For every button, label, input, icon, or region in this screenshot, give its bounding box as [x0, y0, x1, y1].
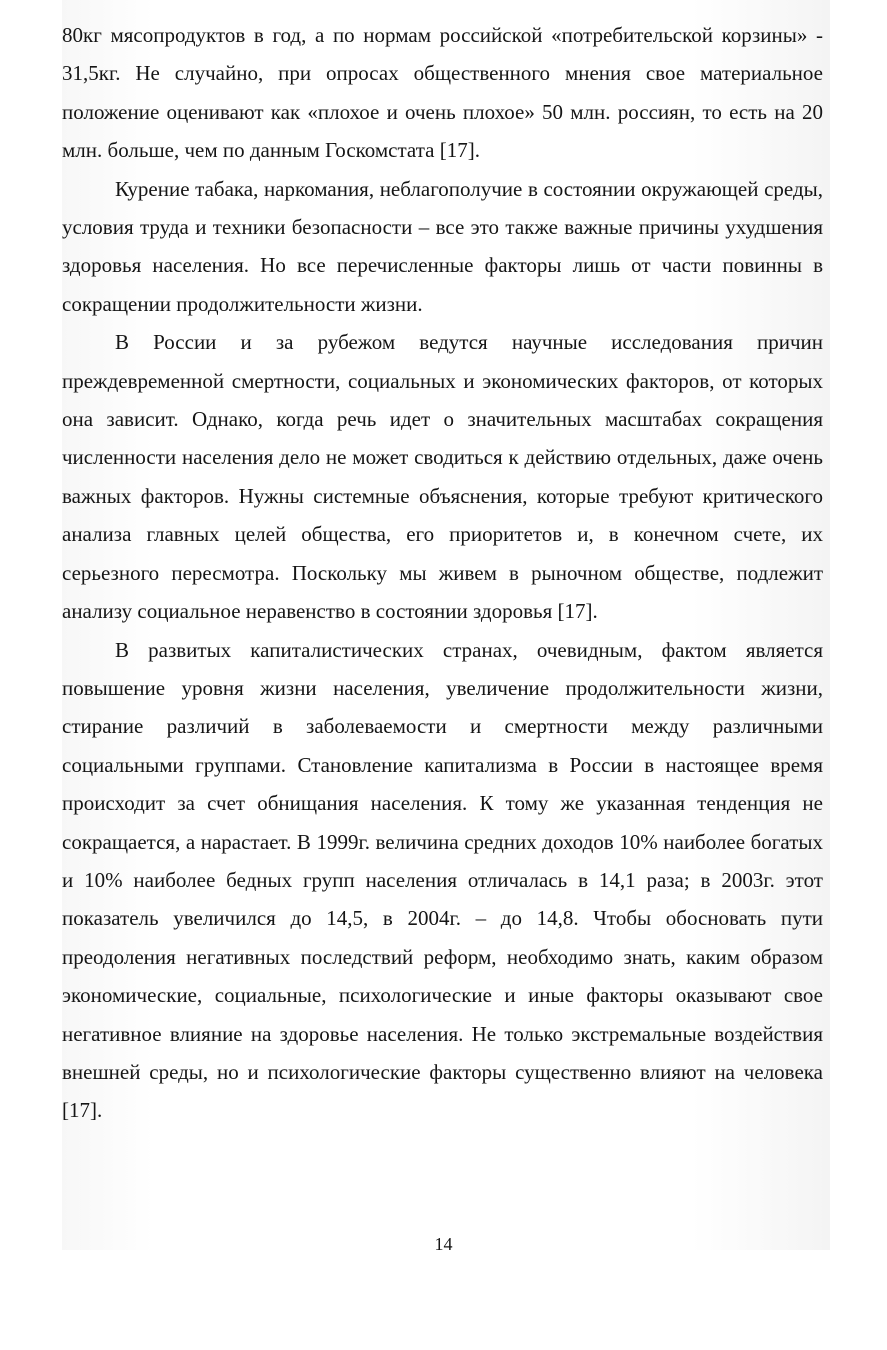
- paragraph-4: В развитых капиталистических странах, очевидным, фактом является повышение уровня жизни населения, увеличение продолжительности жизни, стирание различий в заболеваемости и смертности между различными социальными группами. Становление капитализма в России в настоящее время происходит за счет обнищания населения. К тому же указанная тенденция не сокращается, а нарастает. В 1999г. величина средних доходов 10% наиболее богатых и 10% наиболее бедных групп населения отличалась в 14,1 раза; в 2003г. этот показатель увеличился до 14,5, в 2004г. – до 14,8. Чтобы обосновать пути преодоления негативных последствий реформ, необходимо знать, каким образом экономические, социальные, психологические и иные факторы оказывают свое негативное влияние на здоровье населения. Не только экстремальные воздействия внешней среды, но и психологические факторы существенно влияют на человека [17].: [62, 637, 823, 1123]
- paragraph-2: Курение табака, наркомания, неблагополучие в состоянии окружающей среды, условия труда и техники безопасности – все это также важные причины ухудшения здоровья населения. Но все перечисленные факторы лишь от части повинны в сокращении продолжительности жизни.: [62, 176, 823, 316]
- paragraph-3: В России и за рубежом ведутся научные исследования причин преждевременной смертности, социальных и экономических факторов, от которых она зависит. Однако, когда речь идет о значительных масштабах сокращения численности населения дело не может сводиться к действию отдельных, даже очень важных факторов. Нужны системные объяснения, которые требуют критического анализа главных целей общества, его приоритетов и, в конечном счете, их серьезного пересмотра. Поскольку мы живем в рыночном обществе, подлежит анализу социальное неравенство в состоянии здоровья [17].: [62, 330, 823, 624]
- page-number: 14: [434, 1234, 453, 1254]
- paragraph-1: 80кг мясопродуктов в год, а по нормам российской «потребительской корзины» - 31,5кг. Не случайно, при опросах общественного мнения свое материальное положение оценивают как «плохое и очень плохое» 50 млн. россиян, то есть на 20 млн. больше, чем по данным Госкомстата [17].: [62, 23, 823, 163]
- body-text: [62, 16, 823, 1130]
